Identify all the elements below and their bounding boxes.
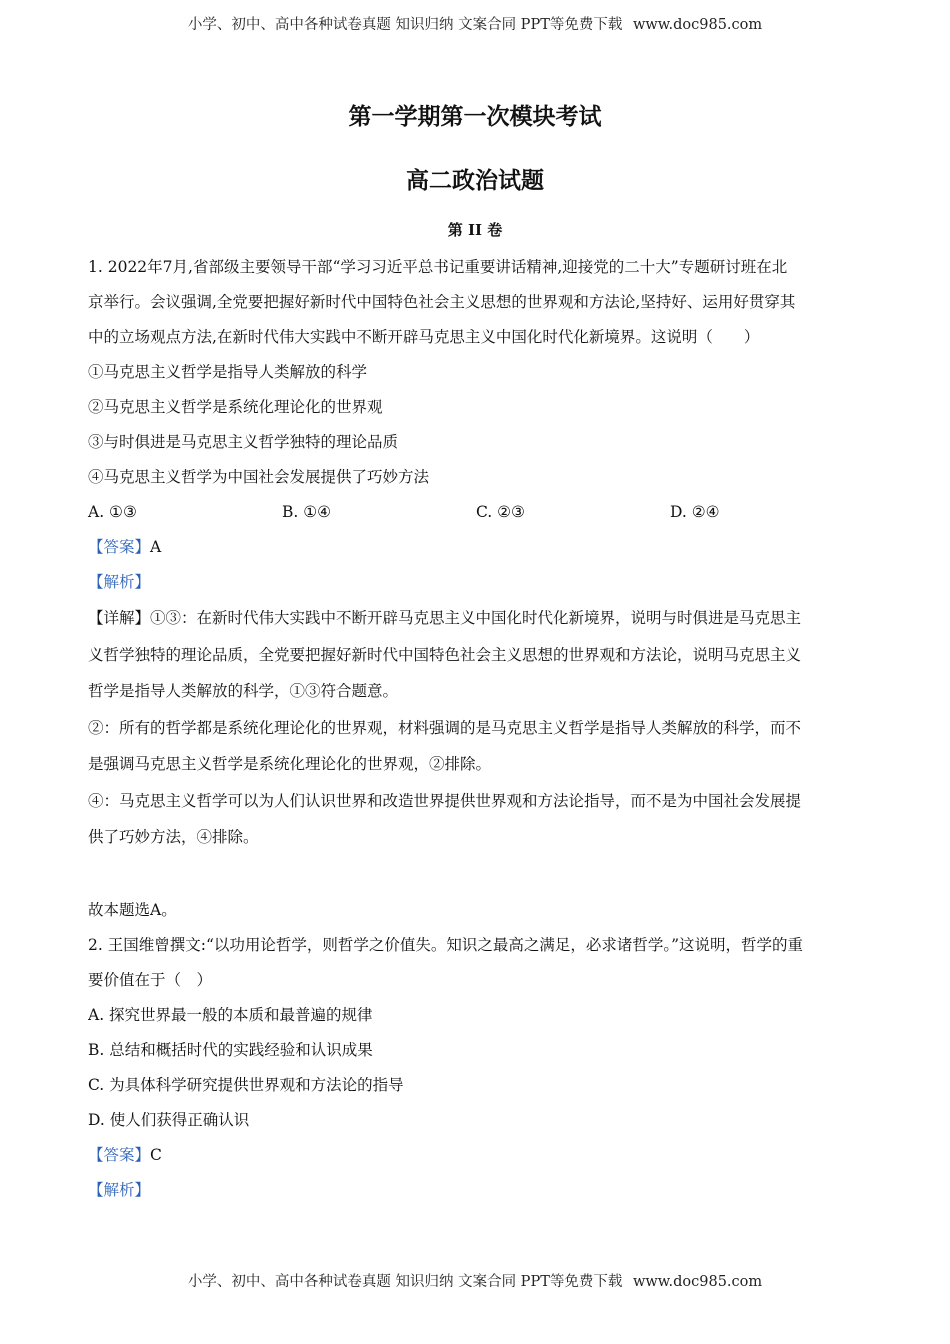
q2-option-a: A. 探究世界最一般的本质和最普遍的规律 — [88, 1005, 373, 1024]
answer-label: 【答案】 — [88, 538, 151, 556]
q1-detail-line: ②：所有的哲学都是系统化理论化的世界观，材料强调的是马克思主义哲学是指导人类解放的科学，而不 — [88, 718, 802, 737]
q1-answer — [88, 530, 864, 565]
q1-option-a: A. ①③ — [88, 503, 137, 521]
volume-label: 第 II 卷 — [447, 221, 503, 239]
header-text: 小学、初中、高中各种试卷真题 知识归纳 文案合同 PPT等免费下载 — [187, 17, 623, 33]
q1-option-b: B. ①④ — [282, 503, 332, 521]
q1-statement: ①马克思主义哲学是指导人类解放的科学 — [88, 363, 368, 381]
q2-option-d: D. 使人们获得正确认识 — [88, 1110, 250, 1129]
q1-analysis — [88, 565, 864, 600]
q1-detail-line: 义哲学独特的理论品质，全党要把握好新时代中国特色社会主义思想的世界观和方法论，说明马克思主义 — [88, 645, 802, 664]
footer-text: 小学、初中、高中各种试卷真题 知识归纳 文案合同 PPT等免费下载 — [187, 1274, 623, 1290]
q1-option-c: C. ②③ — [476, 503, 525, 521]
q1-statement: ③与时俱进是马克思主义哲学独特的理论品质 — [88, 433, 399, 451]
exam-title: 第一学期第一次模块考试 — [348, 103, 602, 130]
q1-detail-line: 【详解】①③：在新时代伟大实践中不断开辟马克思主义中国化时代化新境界，说明与时俱进是马克思主 — [88, 609, 802, 627]
q2-stem-line: 要价值在于（ ） — [88, 970, 213, 989]
header-site-link[interactable]: www.doc985.com — [632, 17, 763, 33]
answer-value: C — [150, 1145, 162, 1164]
page-footer — [0, 1270, 950, 1291]
q1-option-d: D. ②④ — [670, 503, 720, 521]
q1-conclusion: 故本题选A。 — [88, 900, 177, 919]
analysis-label: 【解析】 — [88, 1180, 151, 1199]
q2-analysis — [88, 1173, 864, 1208]
q1-detail-line: 供了巧妙方法，④排除。 — [88, 828, 259, 846]
q2-option-b: B. 总结和概括时代的实践经验和认识成果 — [88, 1040, 373, 1059]
footer-site-link[interactable]: www.doc985.com — [632, 1274, 763, 1290]
exam-subject-title: 高二政治试题 — [406, 167, 544, 194]
q1-detail-line: 是强调马克思主义哲学是系统化理论化的世界观，②排除。 — [88, 755, 492, 773]
q1-stem-line: 1. 2022年7月,省部级主要领导干部“学习习近平总书记重要讲话精神,迎接党的二十大”专题研讨班在北 — [88, 258, 788, 276]
answer-label: 【答案】 — [88, 1145, 151, 1164]
q1-stem-line: 中的立场观点方法,在新时代伟大实践中不断开辟马克思主义中国化时代化新境界。这说明（ ） — [88, 328, 760, 346]
q1-statement: ②马克思主义哲学是系统化理论化的世界观 — [88, 398, 383, 416]
q1-statement: ④马克思主义哲学为中国社会发展提供了巧妙方法 — [88, 468, 430, 486]
answer-value: A — [150, 538, 162, 556]
q1-stem-line: 京举行。会议强调,全党要把握好新时代中国特色社会主义思想的世界观和方法论,坚持好、运用好贯穿其 — [88, 293, 796, 311]
page-header — [0, 13, 950, 34]
question-content — [88, 250, 864, 1208]
q2-option-c: C. 为具体科学研究提供世界观和方法论的指导 — [88, 1075, 404, 1094]
q2-answer — [88, 1138, 864, 1173]
q2-stem-line: 2. 王国维曾撰文:“以功用论哲学，则哲学之价值失。知识之最高之满足，必求诸哲学。”这说明，哲学的重 — [88, 935, 804, 954]
analysis-label: 【解析】 — [88, 573, 151, 591]
q1-detail-line: 哲学是指导人类解放的科学，①③符合题意。 — [88, 682, 399, 700]
q1-options — [88, 495, 864, 530]
q1-detail-line: ④：马克思主义哲学可以为人们认识世界和改造世界提供世界观和方法论指导，而不是为中国社会发展提 — [88, 791, 802, 810]
